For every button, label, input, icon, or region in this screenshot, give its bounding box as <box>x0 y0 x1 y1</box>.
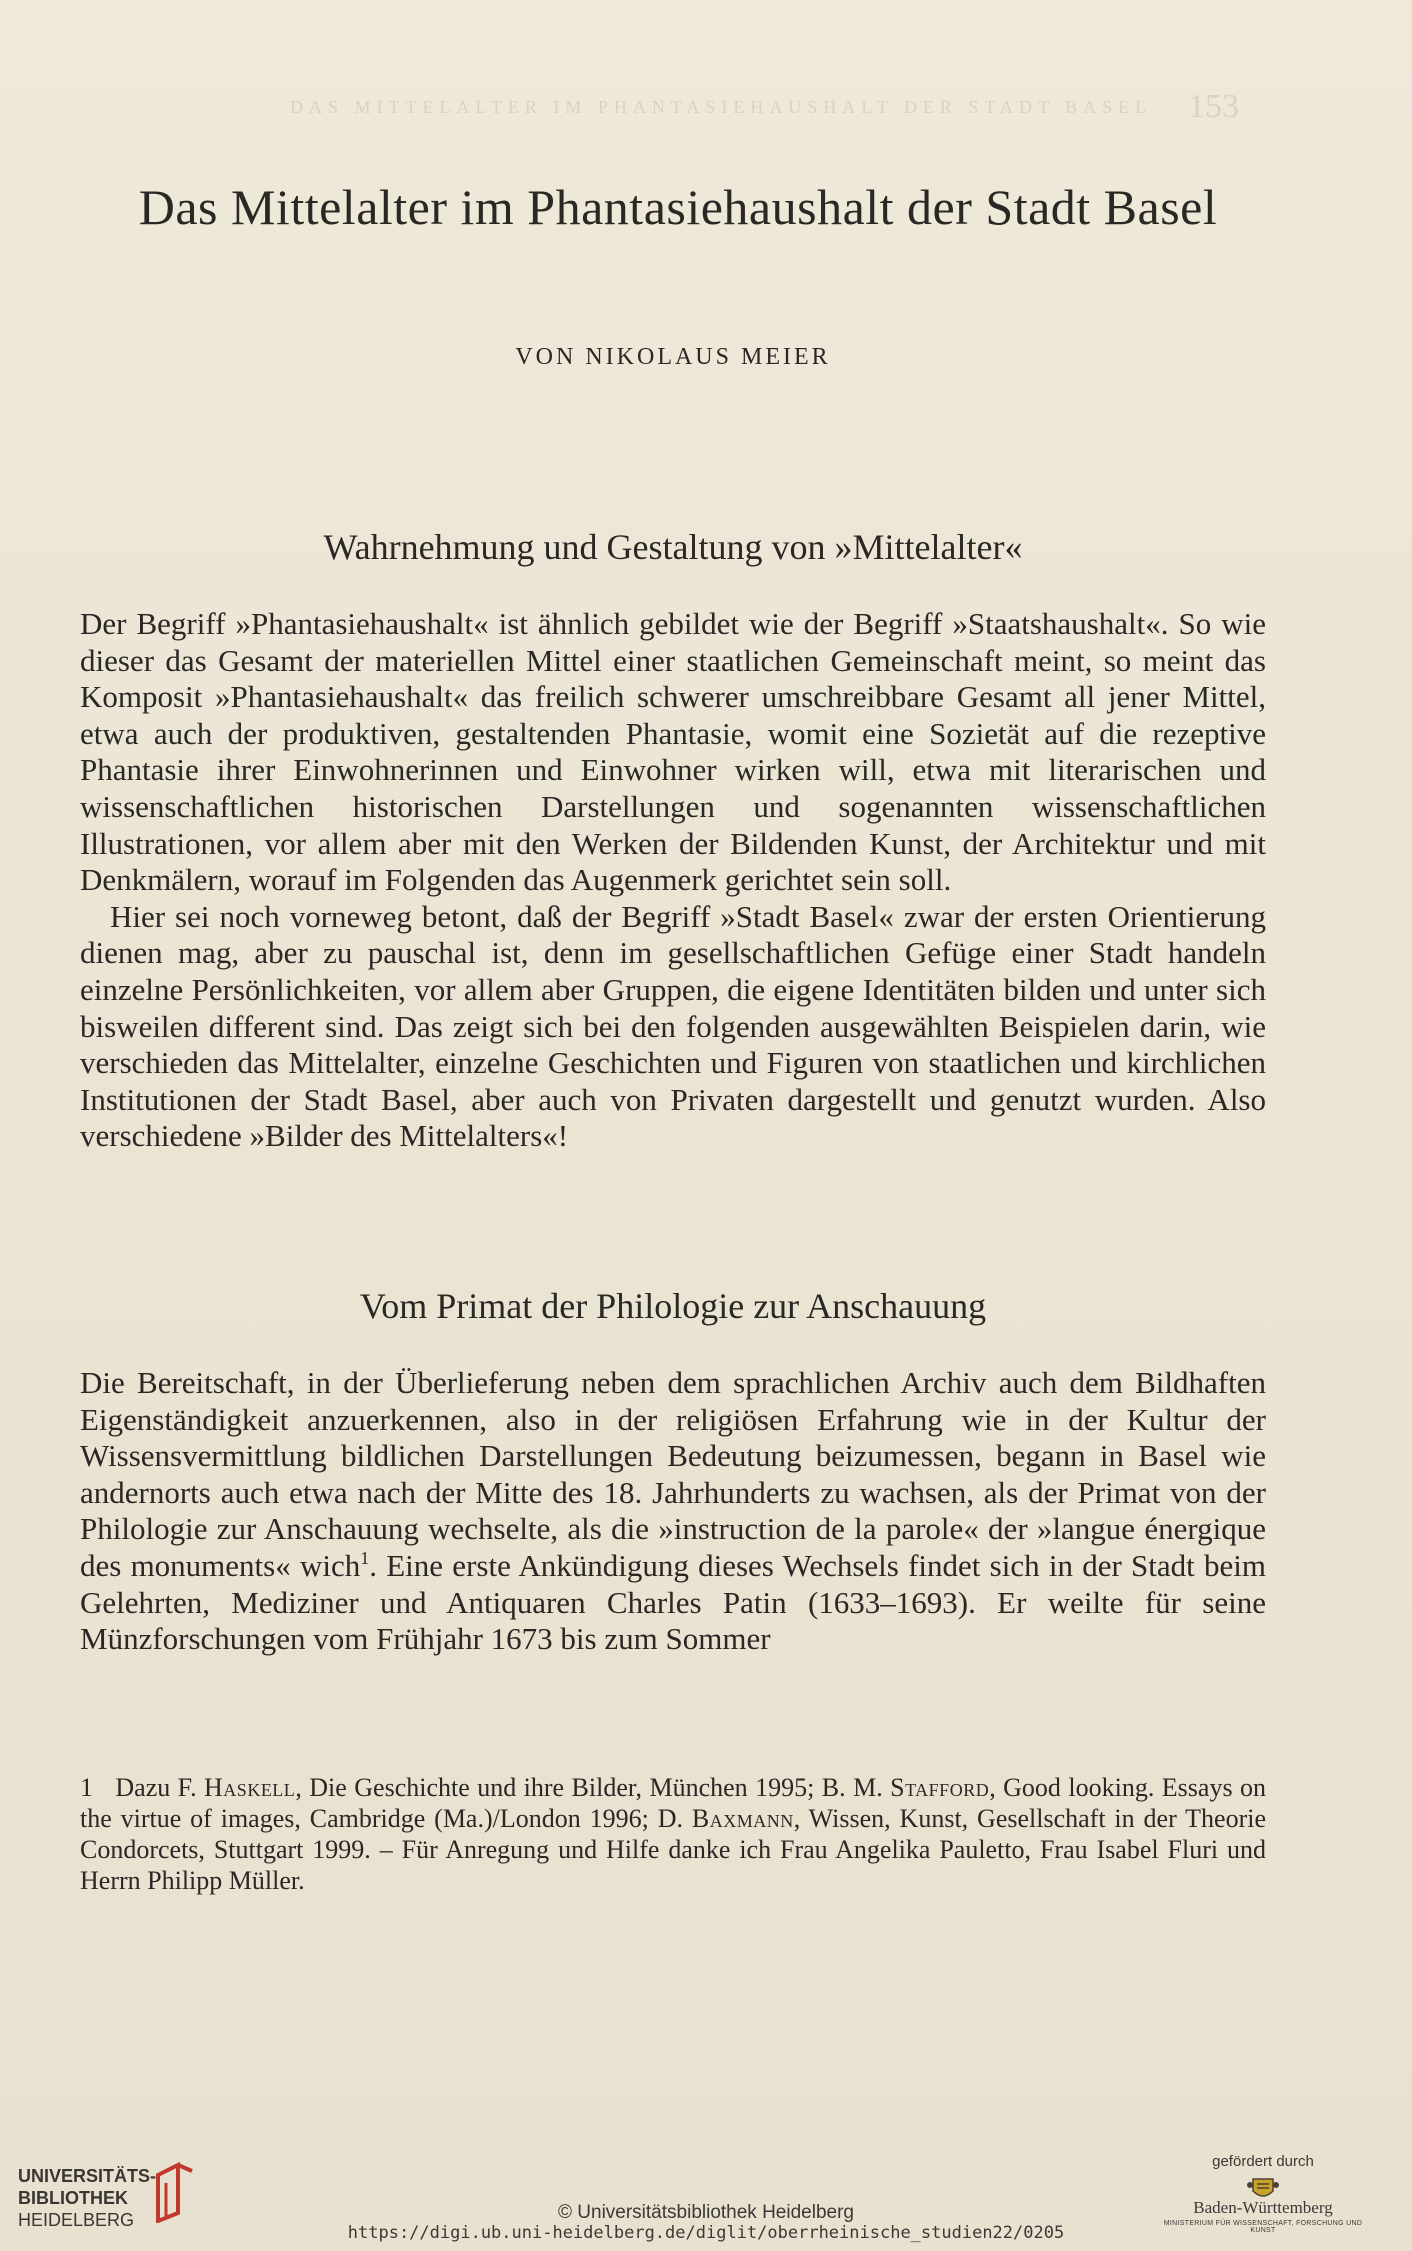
logo-line: HEIDELBERG <box>18 2210 135 2230</box>
footnote-text: , Wissen, Kunst, Gesellschaft in der Theorie Condorcets, Stuttgart 1999. – Für Anregung und Hilfe danke ich Frau Angelika Pauletto, Frau Isabel Fluri und Herrn Philipp Müller. <box>80 1804 1266 1895</box>
cited-author: Stafford <box>890 1773 990 1802</box>
bleed-through-running-header: DAS MITTELALTER IM PHANTASIEHAUSHALT DER STADT BASEL <box>290 97 1153 117</box>
cited-author: Baxmann <box>691 1804 794 1833</box>
section-2-body <box>80 1365 1266 1658</box>
logo-line: UNIVERSITÄTS- <box>18 2166 157 2186</box>
cited-author: Haskell <box>204 1773 296 1802</box>
state-crest-icon <box>1246 2173 1280 2203</box>
footnote-text: , Die Geschichte und ihre Bilder, München 1995; B. M. <box>295 1773 891 1802</box>
paragraph: Hier sei noch vorneweg betont, daß der Begriff »Stadt Basel« zwar der ersten Orientierung dienen mag, aber zu pauschal ist, denn im gesellschaftlichen Gefüge einer Stadt handeln einzelne Persönlichkeiten, vor allem aber Gruppen, die eigene Identitäten bilden und unter sich bisweilen different sind. Das zeigt sich bei den folgenden ausgewählten Beispielen darin, wie verschieden das Mittelalter, einzelne Geschichten und Figuren von staatlichen und kirchlichen Institutionen der Stadt Basel, aber auch von Privaten dargestellt und genutzt wurden. Also verschiedene »Bilder des Mittelalters«! <box>80 898 1266 1154</box>
paragraph-text: Die Bereitschaft, in der Überlieferung neben dem sprachlichen Archiv auch dem Bildhaften Eigenständigkeit anzuerkennen, also in der religiösen Erfahrung wie in der Kultur der Wissensvermittlung bildlichen Darstellungen Bedeutung beizumessen, begann in Basel wie andernorts auch etwa nach der Mitte des 18. Jahrhunderts zu wachsen, als der Primat von der Philologie zur Anschauung wechselte, als die »instruction de la parole« der »langue énergique des monuments« wich <box>80 1365 1266 1583</box>
logo-line: BIBLIOTHEK <box>18 2188 128 2208</box>
article-title: Das Mittelalter im Phantasiehaushalt der Stadt Basel <box>138 179 1218 235</box>
permalink-url[interactable]: https://digi.ub.uni-heidelberg.de/diglit/oberrheinische_studien22/0205 <box>347 2223 1065 2243</box>
section-heading-2: Vom Primat der Philologie zur Anschauung <box>359 1286 987 1326</box>
footnote-text: Dazu F. <box>115 1773 205 1802</box>
copyright-notice: © Universitätsbibliothek Heidelberg <box>558 2202 854 2223</box>
sponsor-block <box>1158 2153 1368 2234</box>
sponsor-ministry: MINISTERIUM FÜR WISSENSCHAFT, FORSCHUNG UND KUNST <box>1163 2220 1363 2234</box>
sponsor-label: gefördert durch <box>1212 2153 1314 2170</box>
section-heading-1: Wahrnehmung und Gestaltung von »Mittelalter« <box>323 527 1023 567</box>
footnote <box>80 1772 1266 1896</box>
bleed-through-page-number: 153 <box>1188 88 1239 125</box>
footnote-reference[interactable]: 1 <box>360 1547 370 1568</box>
footnote-number: 1 <box>80 1773 93 1802</box>
footnote-text: , Good looking. Essays on the virtue of images, Cambridge (Ma.)/London 1996; D. <box>80 1773 1267 1833</box>
section-1-body <box>80 606 1266 1155</box>
article-author: VON NIKOLAUS MEIER <box>515 344 831 370</box>
sponsor-name: Baden-Württemberg <box>1193 2198 1333 2217</box>
paragraph: Der Begriff »Phantasiehaushalt« ist ähnlich gebildet wie der Begriff »Staatshaushalt«. So wie dieser das Gesamt der materiellen Mittel einer staatlichen Gemeinschaft meint, so meint das Komposit »Phantasiehaushalt« das freilich schwerer umschreibbare Gesamt all jener Mittel, etwa auch der produktiven, gestaltenden Phantasie, womit eine Sozietät auf die rezeptive Phantasie ihrer Einwohnerinnen und Einwohner wirken will, etwa mit literarischen und wissenschaftlichen historischen Darstellungen und sogenannten wissenschaftlichen Illustrationen, vor allem aber mit den Werken der Bildenden Kunst, der Architektur und mit Denkmälern, worauf im Folgenden das Augenmerk gerichtet sein soll. <box>80 606 1266 898</box>
paragraph-text: . Eine erste Ankündigung dieses Wechsels findet sich in der Stadt beim Gelehrten, Mediziner und Antiquaren Charles Patin (1633–1693). Er weilte für seine Münzforschungen vom Frühjahr 1673 bis zum Sommer <box>80 1547 1266 1657</box>
paragraph <box>80 1365 1266 1658</box>
